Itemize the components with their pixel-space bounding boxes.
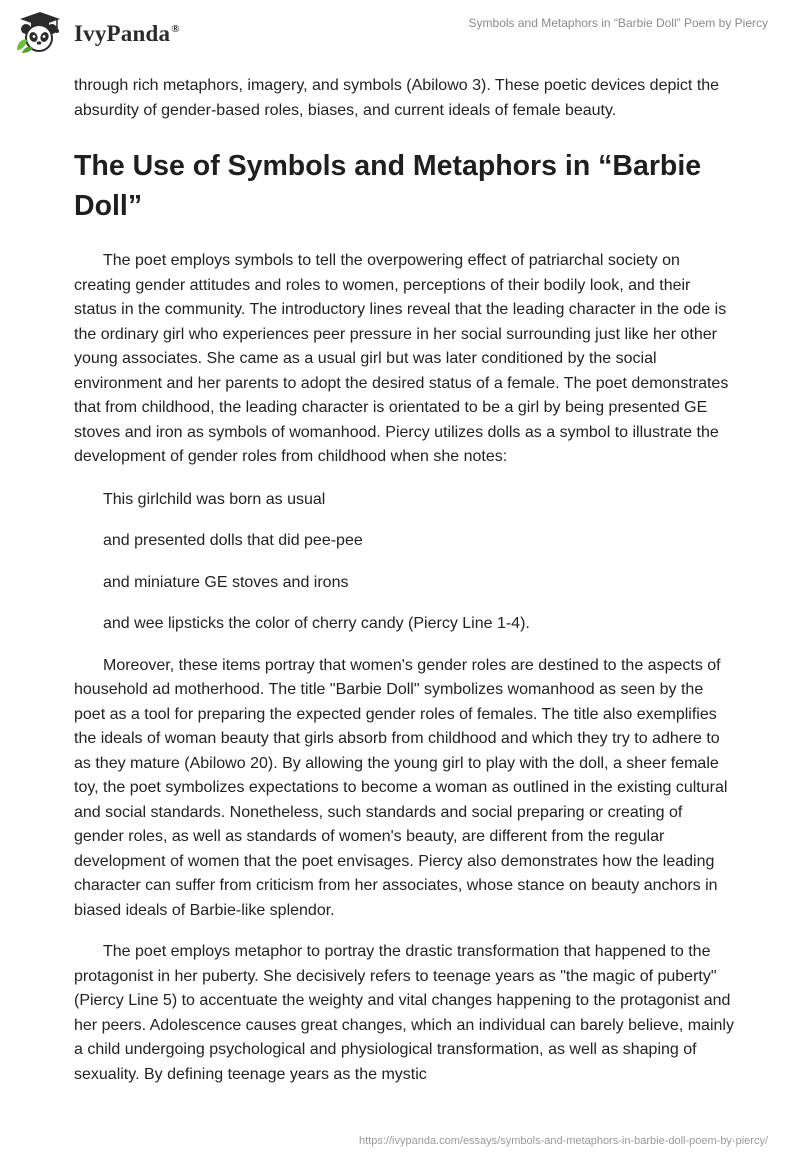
page-header xyxy=(0,0,800,64)
essay-content xyxy=(74,74,734,1087)
brand-text: IvyPanda xyxy=(74,21,171,46)
paragraph-1: The poet employs symbols to tell the overpowering effect of patriarchal society on creating gender attitudes and roles to women, perceptions of their bodily look, and their status in the community. The introductory lines reveal that the leading character in the ode is the ordinary girl who experiences peer pressure in her social surrounding just like her other young associates. She came as a usual girl but was later conditioned by the social environment and her parents to adopt the desired status of a female. The poet demonstrates that from childhood, the leading character is orientated to be a girl by being presented GE stoves and iron as symbols of womanhood. Piercy utilizes dolls as a symbol to illustrate the development of gender roles from childhood when she notes: xyxy=(74,252,729,465)
registered-mark: ® xyxy=(171,23,180,36)
poem-line-4: and wee lipsticks the color of cherry candy (Piercy Line 1-4). xyxy=(103,615,530,632)
panda-graduate-icon xyxy=(14,10,62,54)
brand-name[interactable] xyxy=(74,21,180,47)
paragraph-2: Moreover, these items portray that women's gender roles are destined to the aspects of household ad motherhood. The title "Barbie Doll" symbolizes womanhood as seen by the poet as a tool for preparing the expected gender roles of females. The title also exemplifies the ideals of woman beauty that girls absorb from childhood and which they try to adhere to as they mature (Abilowo 20). By allowing the young girl to play with the doll, a sheer female toy, the poet symbolizes expectations to become a woman as outlined in the existing cultural and social standards. Nonetheless, such standards and social preparing or creating of gender roles, as well as standards of women's beauty, are different from the regular development of women that the poet envisages. Piercy also demonstrates how the leading character can suffer from criticism from her associates, whose stance on beauty anchors in biased ideals of Barbie-like splendor. xyxy=(74,656,728,919)
poem-line-2: and presented dolls that did pee-pee xyxy=(103,532,363,549)
document-title: Symbols and Metaphors in “Barbie Doll” Poem by Piercy xyxy=(468,16,768,30)
section-heading: The Use of Symbols and Metaphors in “Barbie Doll” xyxy=(74,150,702,222)
poem-line-1: This girlchild was born as usual xyxy=(103,490,326,508)
poem-line-3: and miniature GE stoves and irons xyxy=(103,573,349,591)
source-url[interactable]: https://ivypanda.com/essays/symbols-and-metaphors-in-barbie-doll-poem-by-piercy/ xyxy=(359,1135,768,1147)
intro-continuation: through rich metaphors, imagery, and symbols (Abilowo 3). These poetic devices depict the absurdity of gender-based roles, biases, and current ideals of female beauty. xyxy=(74,77,720,119)
paragraph-3: The poet employs metaphor to portray the drastic transformation that happened to the protagonist in her puberty. She decisively refers to teenage years as "the magic of puberty" (Piercy Line 5) to accentuate the weighty and vital changes happening to the protagonist and her peers. Adolescence causes great changes, which an individual can barely believe, mainly a child undergoing psychological and physiological transformation, as well as shaping of sexuality. By defining teenage years as the mystic xyxy=(74,943,734,1083)
